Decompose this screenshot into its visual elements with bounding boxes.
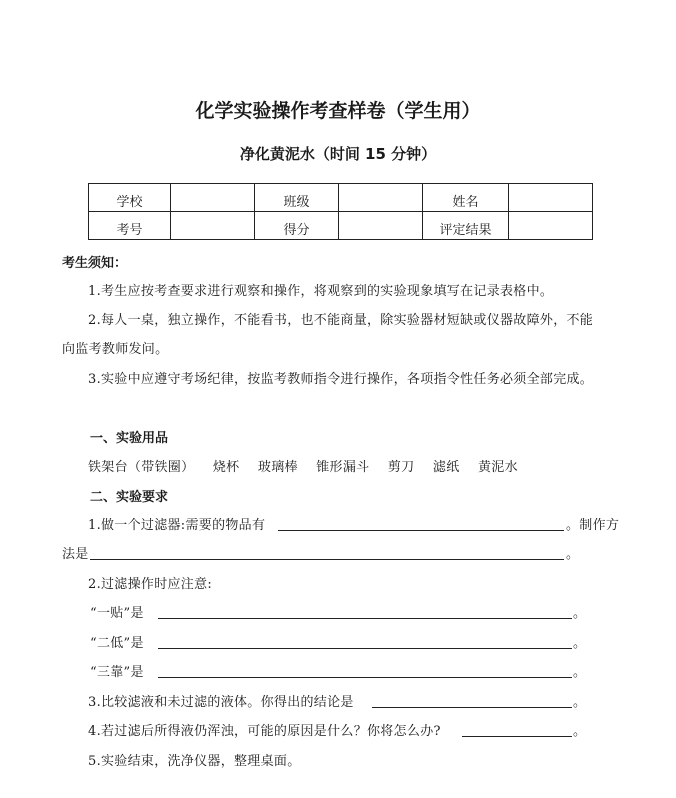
name-label: 姓名 <box>423 184 509 212</box>
class-field[interactable] <box>339 184 423 212</box>
page-title: 化学实验操作考查样卷（学生用） <box>195 100 481 122</box>
material-item: 锥形漏斗 <box>316 460 370 475</box>
question-2: 2.过滤操作时应注意: <box>88 577 213 592</box>
table-row <box>89 184 593 212</box>
material-item: 黄泥水 <box>477 460 518 475</box>
notice-heading: 考生须知： <box>62 256 128 271</box>
result-label: 评定结果 <box>423 212 509 240</box>
question-1-b: 法是 <box>62 547 89 562</box>
exam-number-label: 考号 <box>89 212 171 240</box>
question-2-b: “二低”是 <box>90 636 144 651</box>
question-1-b-end: 。 <box>566 547 580 562</box>
page-subtitle: 净化黄泥水（时间 15 分钟） <box>239 145 437 163</box>
question-5: 5.实验结束，洗净仪器，整理桌面。 <box>88 754 301 769</box>
school-label: 学校 <box>89 184 171 212</box>
material-item: 玻璃棒 <box>257 460 298 475</box>
question-3: 3.比较滤液和未过滤的液体。你得出的结论是 <box>88 695 354 710</box>
answer-line-1b[interactable] <box>90 559 564 560</box>
student-info-table <box>88 183 593 240</box>
question-4-end: 。 <box>573 724 587 739</box>
answer-line-4[interactable] <box>462 736 572 737</box>
question-2-c: “三靠”是 <box>90 665 144 680</box>
notice-item-2-cont: 向监考教师发问。 <box>62 342 169 357</box>
material-item: 铁架台（带铁圈） <box>88 460 195 475</box>
answer-line-2b[interactable] <box>158 648 572 649</box>
question-1-a: 1.做一个过滤器:需要的物品有 <box>88 518 266 533</box>
notice-item-3: 3.实验中应遵守考场纪律，按监考教师指令进行操作，各项指令性任务必须全部完成。 <box>88 372 594 387</box>
result-field[interactable] <box>509 212 593 240</box>
question-2-c-end: 。 <box>573 665 587 680</box>
section2-heading: 二、实验要求 <box>90 490 169 505</box>
answer-line-2a[interactable] <box>158 618 572 619</box>
answer-line-1a[interactable] <box>278 530 564 531</box>
notice-item-1: 1.考生应按考查要求进行观察和操作，将观察到的实验现象填写在记录表格中。 <box>88 284 554 299</box>
answer-line-3[interactable] <box>372 707 572 708</box>
answer-line-2c[interactable] <box>158 677 572 678</box>
section1-heading: 一、实验用品 <box>90 431 169 446</box>
question-3-end: 。 <box>573 695 587 710</box>
question-2-a: “一贴”是 <box>90 606 144 621</box>
question-1-a-end: 。制作方 <box>566 518 620 533</box>
materials-list <box>88 456 532 475</box>
exam-number-field[interactable] <box>171 212 255 240</box>
question-2-a-end: 。 <box>573 606 587 621</box>
score-label: 得分 <box>255 212 339 240</box>
question-4: 4.若过滤后所得液仍浑浊，可能的原因是什么？你将怎么办? <box>88 724 441 739</box>
table-row <box>89 212 593 240</box>
notice-item-2: 2.每人一桌，独立操作，不能看书，也不能商量，除实验器材短缺或仪器故障外，不能 <box>88 313 594 328</box>
material-item: 烧杯 <box>212 460 240 475</box>
school-field[interactable] <box>171 184 255 212</box>
score-field[interactable] <box>339 212 423 240</box>
name-field[interactable] <box>509 184 593 212</box>
class-label: 班级 <box>255 184 339 212</box>
material-item: 剪刀 <box>387 460 415 475</box>
question-2-b-end: 。 <box>573 636 587 651</box>
material-item: 滤纸 <box>432 460 460 475</box>
